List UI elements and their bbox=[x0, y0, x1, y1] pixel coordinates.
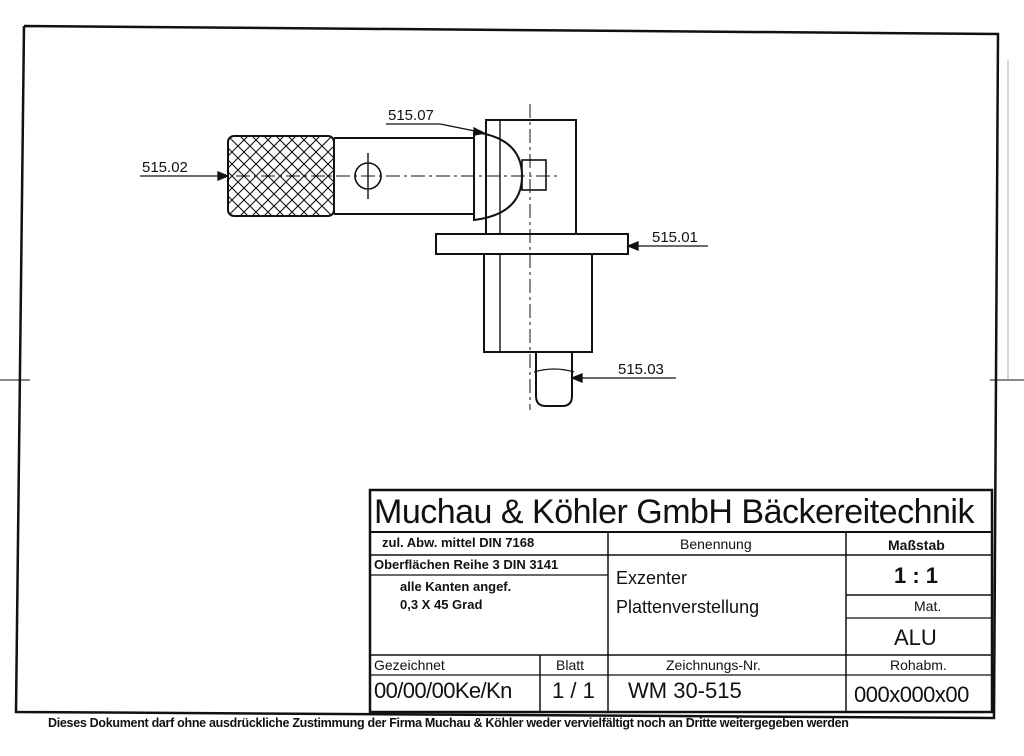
raw-dim-header: Rohabm. bbox=[890, 657, 947, 673]
label-shaft-end: 515.03 bbox=[618, 361, 664, 378]
drawing-no-header: Zeichnungs-Nr. bbox=[666, 657, 761, 673]
body-slot bbox=[522, 160, 546, 190]
edges-note-line2: 0,3 X 45 Grad bbox=[400, 597, 483, 612]
label-pin: 515.07 bbox=[388, 107, 434, 124]
scale-header: Maßstab bbox=[888, 537, 945, 553]
scale-value: 1 : 1 bbox=[894, 563, 939, 588]
designation-line2: Plattenverstellung bbox=[616, 597, 760, 617]
shaft-end bbox=[536, 352, 572, 406]
label-plate: 515.01 bbox=[652, 229, 698, 246]
drawn-header: Gezeichnet bbox=[374, 657, 445, 673]
label-knob: 515.02 bbox=[142, 159, 188, 176]
sheet-header: Blatt bbox=[556, 657, 585, 673]
company-name: Muchau & Köhler GmbH Bäckereitechnik bbox=[374, 493, 974, 531]
part-view bbox=[168, 104, 628, 410]
material-value: ALU bbox=[894, 625, 937, 650]
material-header: Mat. bbox=[914, 598, 942, 614]
surface-note: Oberflächen Reihe 3 DIN 3141 bbox=[374, 557, 559, 572]
sheet-value: 1 / 1 bbox=[552, 678, 595, 703]
adjust-plate bbox=[436, 234, 628, 254]
designation-line1: Exzenter bbox=[616, 568, 688, 588]
copyright-notice: Dieses Dokument darf ohne ausdrückliche Zustimmung der Firma Muchau & Köhler weder vervielfältigt noch an Dritte weitergegeben werden bbox=[48, 716, 849, 730]
tolerance-note: zul. Abw. mittel DIN 7168 bbox=[382, 535, 535, 550]
designation-header: Benennung bbox=[680, 536, 752, 552]
raw-dim-value: 000x000x00 bbox=[854, 682, 969, 707]
edges-note-line1: alle Kanten angef. bbox=[400, 579, 512, 594]
drawing-frame bbox=[16, 26, 998, 718]
part-label-group bbox=[142, 107, 698, 378]
drawn-value: 00/00/00Ke/Kn bbox=[374, 678, 512, 703]
drawing-no-value: WM 30-515 bbox=[628, 678, 742, 703]
